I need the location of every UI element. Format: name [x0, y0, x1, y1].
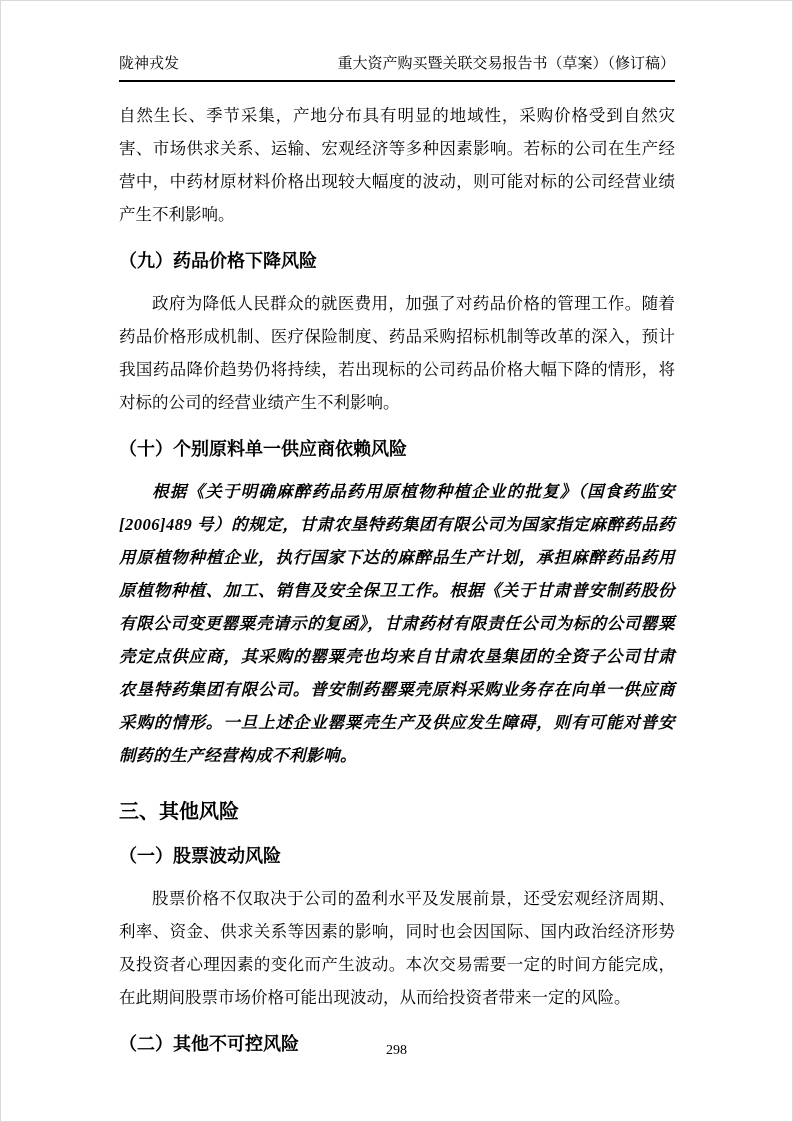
section-heading-single-supplier-risk: （十）个别原料单一供应商依赖风险	[119, 439, 407, 459]
paragraph-drug-price-decline: 政府为降低人民群众的就医费用，加强了对药品价格的管理工作。随着药品价格形成机制、医疗保险制度、药品采购招标机制等改革的深入，预计我国药品降价趋势仍将持续，若出现标的公司药品价格大幅下降的情形，将对标的公司的经营业绩产生不利影响。	[119, 294, 675, 412]
section-heading-other-risks: 三、其他风险	[119, 801, 239, 823]
page-footer	[1, 1043, 792, 1059]
page-header	[119, 54, 675, 82]
header-right-title: 重大资产购买暨关联交易报告书（草案）（修订稿）	[337, 56, 675, 72]
page-number: 298	[386, 1043, 407, 1058]
header-left-title: 陇神戎发	[119, 56, 180, 72]
paragraph-intro-continuation: 自然生长、季节采集，产地分布具有明显的地域性，采购价格受到自然灾害、市场供求关系、运输、宏观经济等多种因素影响。若标的公司在生产经营中，中药材原材料价格出现较大幅度的波动，则可能对标的公司经营业绩产生不利影响。	[119, 106, 675, 224]
section-heading-uncontrollable-risk: （二）其他不可控风险	[119, 1034, 299, 1054]
section-heading-drug-price-decline-risk: （九）药品价格下降风险	[119, 251, 317, 271]
section-heading-stock-fluctuation-risk: （一）股票波动风险	[119, 846, 281, 866]
paragraph-stock-fluctuation: 股票价格不仅取决于公司的盈利水平及发展前景，还受宏观经济周期、利率、资金、供求关系等因素的影响，同时也会因国际、国内政治经济形势及投资者心理因素的变化而产生波动。本次交易需要一定的时间方能完成，在此期间股票市场价格可能出现波动，从而给投资者带来一定的风险。	[119, 889, 675, 1007]
paragraph-single-supplier: 根据《关于明确麻醉药品药用原植物种植企业的批复》（国食药监安[2006]489 号）的规定，甘肃农垦特药集团有限公司为国家指定麻醉药品药用原植物种植企业，执行国家下达的麻醉品生产计划，承担麻醉药品药用原植物种植、加工、销售及安全保卫工作。根据《关于甘肃普安制药股份有限公司变更罂粟壳请示的复函》，甘肃药材有限责任公司为标的公司罂粟壳定点供应商，其采购的罂粟壳也均来自甘肃农垦集团的全资子公司甘肃农垦特药集团有限公司。普安制药罂粟壳原料采购业务存在向单一供应商采购的情形。一旦上述企业罂粟壳生产及供应发生障碍，则有可能对普安制药的生产经营构成不利影响。	[119, 482, 675, 765]
document-content	[119, 99, 675, 1057]
